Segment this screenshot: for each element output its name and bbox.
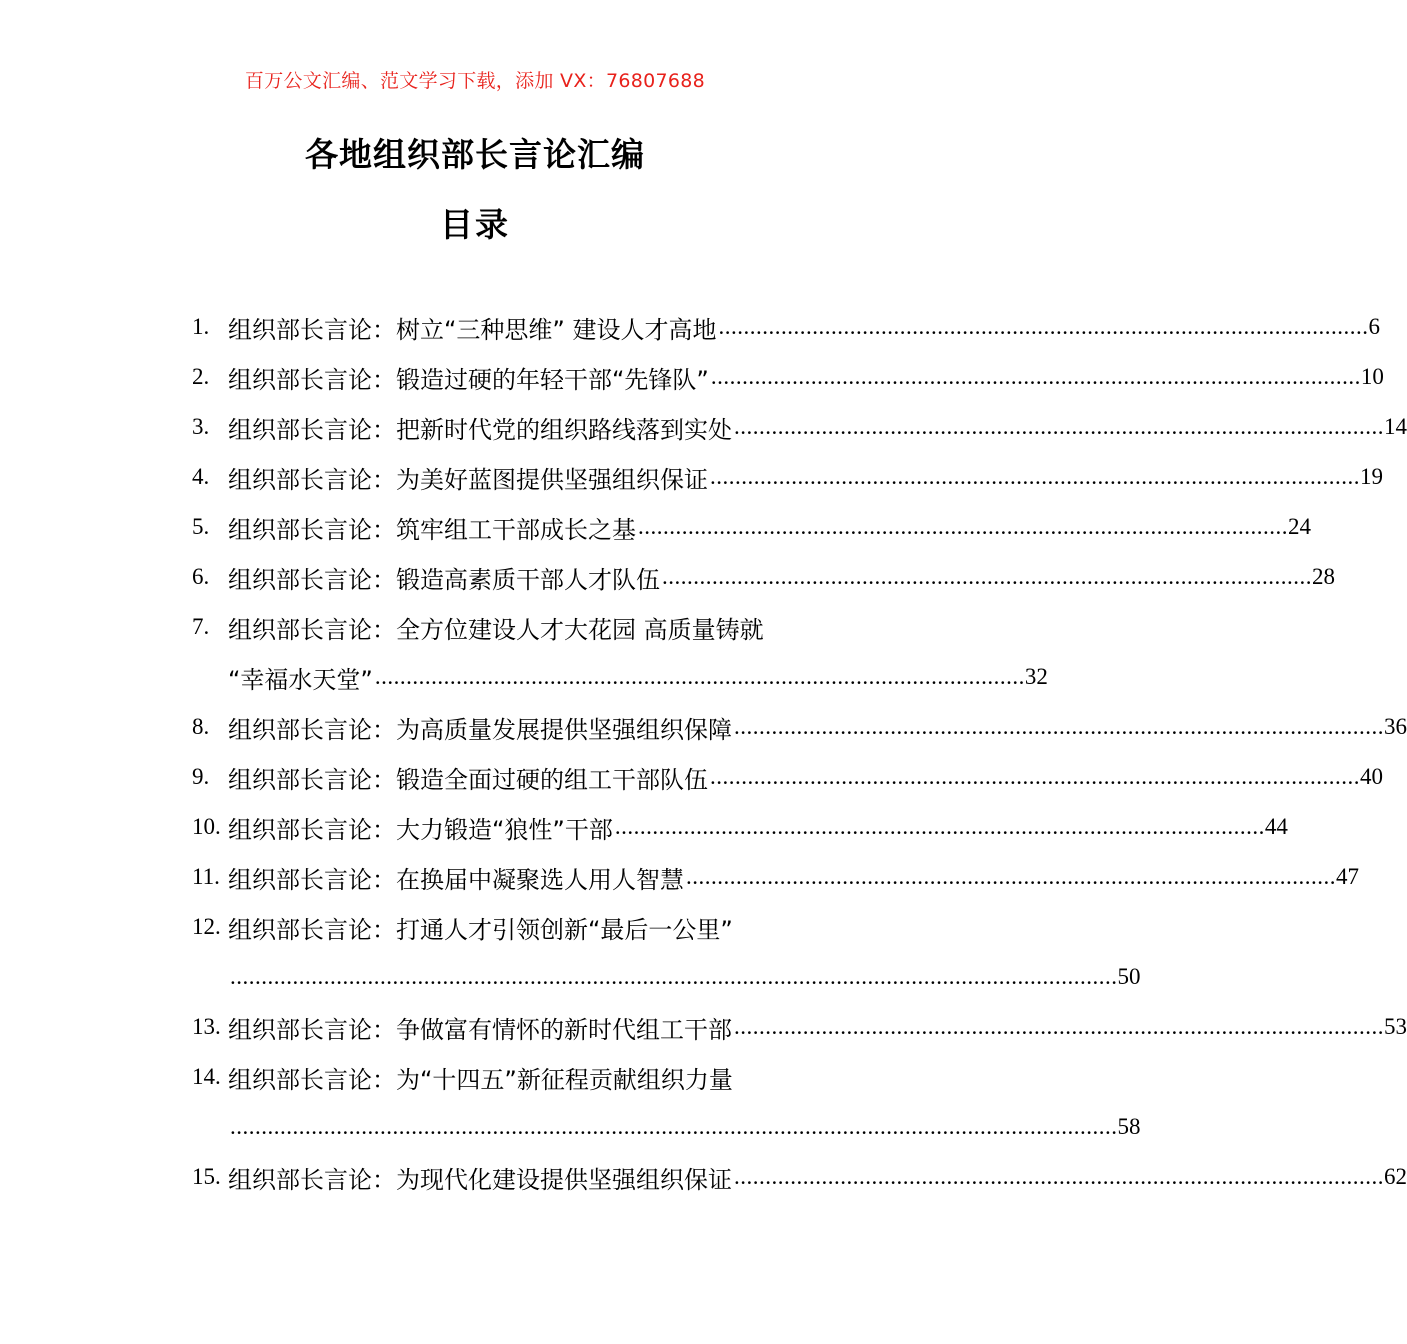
toc-entry-page: 58 <box>1117 1114 1141 1139</box>
document-subtitle: 目录 <box>440 205 510 244</box>
toc-leader: .............................................................................................................................................. <box>230 964 1118 989</box>
toc-leader: ........................................................................................................ <box>710 364 1361 389</box>
toc-entry[interactable] <box>192 1152 1407 1202</box>
toc-leader: ........................................................................................................ <box>614 814 1265 839</box>
toc-entry-number: 2. <box>192 364 210 389</box>
document-title: 各地组织部长言论汇编 <box>305 135 645 174</box>
toc-entry[interactable] <box>192 552 1335 602</box>
toc-entry-title: 组织部长言论：为美好蓝图提供坚强组织保证 <box>228 465 708 494</box>
toc-entry-title: 组织部长言论：锻造全面过硬的组工干部队伍 <box>228 765 708 794</box>
toc-entry-title: 组织部长言论：树立“三种思维” 建设人才高地 <box>228 315 717 344</box>
toc-leader: ........................................................................................................ <box>734 1014 1384 1039</box>
toc-entry[interactable] <box>192 302 1380 352</box>
toc-entry-continuation[interactable] <box>192 652 1048 702</box>
toc-leader: ........................................................................................................ <box>710 764 1360 789</box>
toc-leader: .............................................................................................................................................. <box>230 1114 1118 1139</box>
toc-entry-number: 14. <box>192 1064 221 1089</box>
toc-entry-page: 62 <box>1384 1164 1407 1189</box>
toc-entry-page: 19 <box>1360 464 1383 489</box>
toc-entry[interactable] <box>192 502 1311 552</box>
toc-entry[interactable] <box>192 752 1383 802</box>
toc-entry-number: 12. <box>192 914 221 939</box>
toc-entry-page: 32 <box>1024 664 1048 689</box>
toc-entry-number: 6. <box>192 564 210 589</box>
toc-entry-title: 组织部长言论：为“十四五”新征程贡献组织力量 <box>228 1065 733 1094</box>
toc-leader: ........................................................................................................ <box>734 714 1384 739</box>
toc-entry-number: 4. <box>192 464 210 489</box>
toc-entry-number: 5. <box>192 514 210 539</box>
toc-entry-title: 组织部长言论：争做富有情怀的新时代组工干部 <box>228 1015 732 1044</box>
toc-entry[interactable] <box>192 802 1288 852</box>
toc-entry[interactable] <box>192 452 1383 502</box>
toc-entry-title: 组织部长言论：全方位建设人才大花园 高质量铸就 <box>228 615 764 644</box>
toc-entry-page: 44 <box>1264 814 1288 839</box>
toc-entry-page: 6 <box>1368 314 1380 339</box>
toc-entry-page: 36 <box>1384 714 1407 739</box>
toc-entry-number: 11. <box>192 864 220 889</box>
toc-leader: ........................................................................................................ <box>686 864 1336 889</box>
toc-entry-number: 7. <box>192 614 210 639</box>
toc-entry-title-cont: “幸福水天堂” <box>228 665 373 694</box>
toc-entry-page: 10 <box>1360 364 1384 389</box>
toc-entry-number: 15. <box>192 1164 221 1189</box>
toc-leader: ........................................................................................................ <box>374 664 1025 689</box>
toc-entry-page: 53 <box>1384 1014 1407 1039</box>
toc-entry-number: 10. <box>192 814 221 839</box>
toc-entry-number: 8. <box>192 714 210 739</box>
toc-leader: ........................................................................................................ <box>718 314 1369 339</box>
header-notice: 百万公文汇编、范文学习下载，添加 VX：76807688 <box>244 70 706 92</box>
toc-entry-title: 组织部长言论：大力锻造“狼性”干部 <box>228 815 613 844</box>
toc-entry-number: 1. <box>192 314 210 339</box>
toc-entry-page: 47 <box>1336 864 1359 889</box>
toc-entry-number: 13. <box>192 1014 221 1039</box>
toc-entry[interactable] <box>192 402 1407 452</box>
toc-entry-title: 组织部长言论：把新时代党的组织路线落到实处 <box>228 415 732 444</box>
toc-entry-page: 24 <box>1288 514 1311 539</box>
toc-entry[interactable] <box>192 1002 1407 1052</box>
toc-leader: ........................................................................................................ <box>638 514 1288 539</box>
toc-leader: ........................................................................................................ <box>734 1164 1384 1189</box>
toc-entry-title: 组织部长言论：锻造过硬的年轻干部“先锋队” <box>228 365 709 394</box>
toc-entry[interactable] <box>192 1052 807 1102</box>
toc-entry-title: 组织部长言论：锻造高素质干部人才队伍 <box>228 565 660 594</box>
toc-entry[interactable] <box>192 352 1384 402</box>
toc-entry[interactable] <box>192 702 1407 752</box>
toc-entry-continuation[interactable] <box>192 1102 1141 1152</box>
toc-entry[interactable] <box>192 852 1359 902</box>
toc-entry[interactable] <box>192 602 807 652</box>
toc-entry-title: 组织部长言论：在换届中凝聚选人用人智慧 <box>228 865 684 894</box>
toc-entry-continuation[interactable] <box>192 952 1141 1002</box>
toc-entry-page: 28 <box>1312 564 1335 589</box>
toc-leader: ........................................................................................................ <box>734 414 1384 439</box>
toc-entry-title: 组织部长言论：为现代化建设提供坚强组织保证 <box>228 1165 732 1194</box>
toc-entry-page: 50 <box>1117 964 1141 989</box>
toc-entry-title: 组织部长言论：为高质量发展提供坚强组织保障 <box>228 715 732 744</box>
toc-entry-number: 3. <box>192 414 210 439</box>
toc-entry-page: 40 <box>1360 764 1383 789</box>
toc-entry-title: 组织部长言论：打通人才引领创新“最后一公里” <box>228 915 733 944</box>
toc-entry-page: 14 <box>1384 414 1407 439</box>
toc-entry[interactable] <box>192 902 807 952</box>
toc-leader: ........................................................................................................ <box>662 564 1312 589</box>
table-of-contents <box>192 302 1407 1202</box>
toc-entry-number: 9. <box>192 764 210 789</box>
toc-entry-title: 组织部长言论：筑牢组工干部成长之基 <box>228 515 636 544</box>
toc-leader: ........................................................................................................ <box>710 464 1360 489</box>
